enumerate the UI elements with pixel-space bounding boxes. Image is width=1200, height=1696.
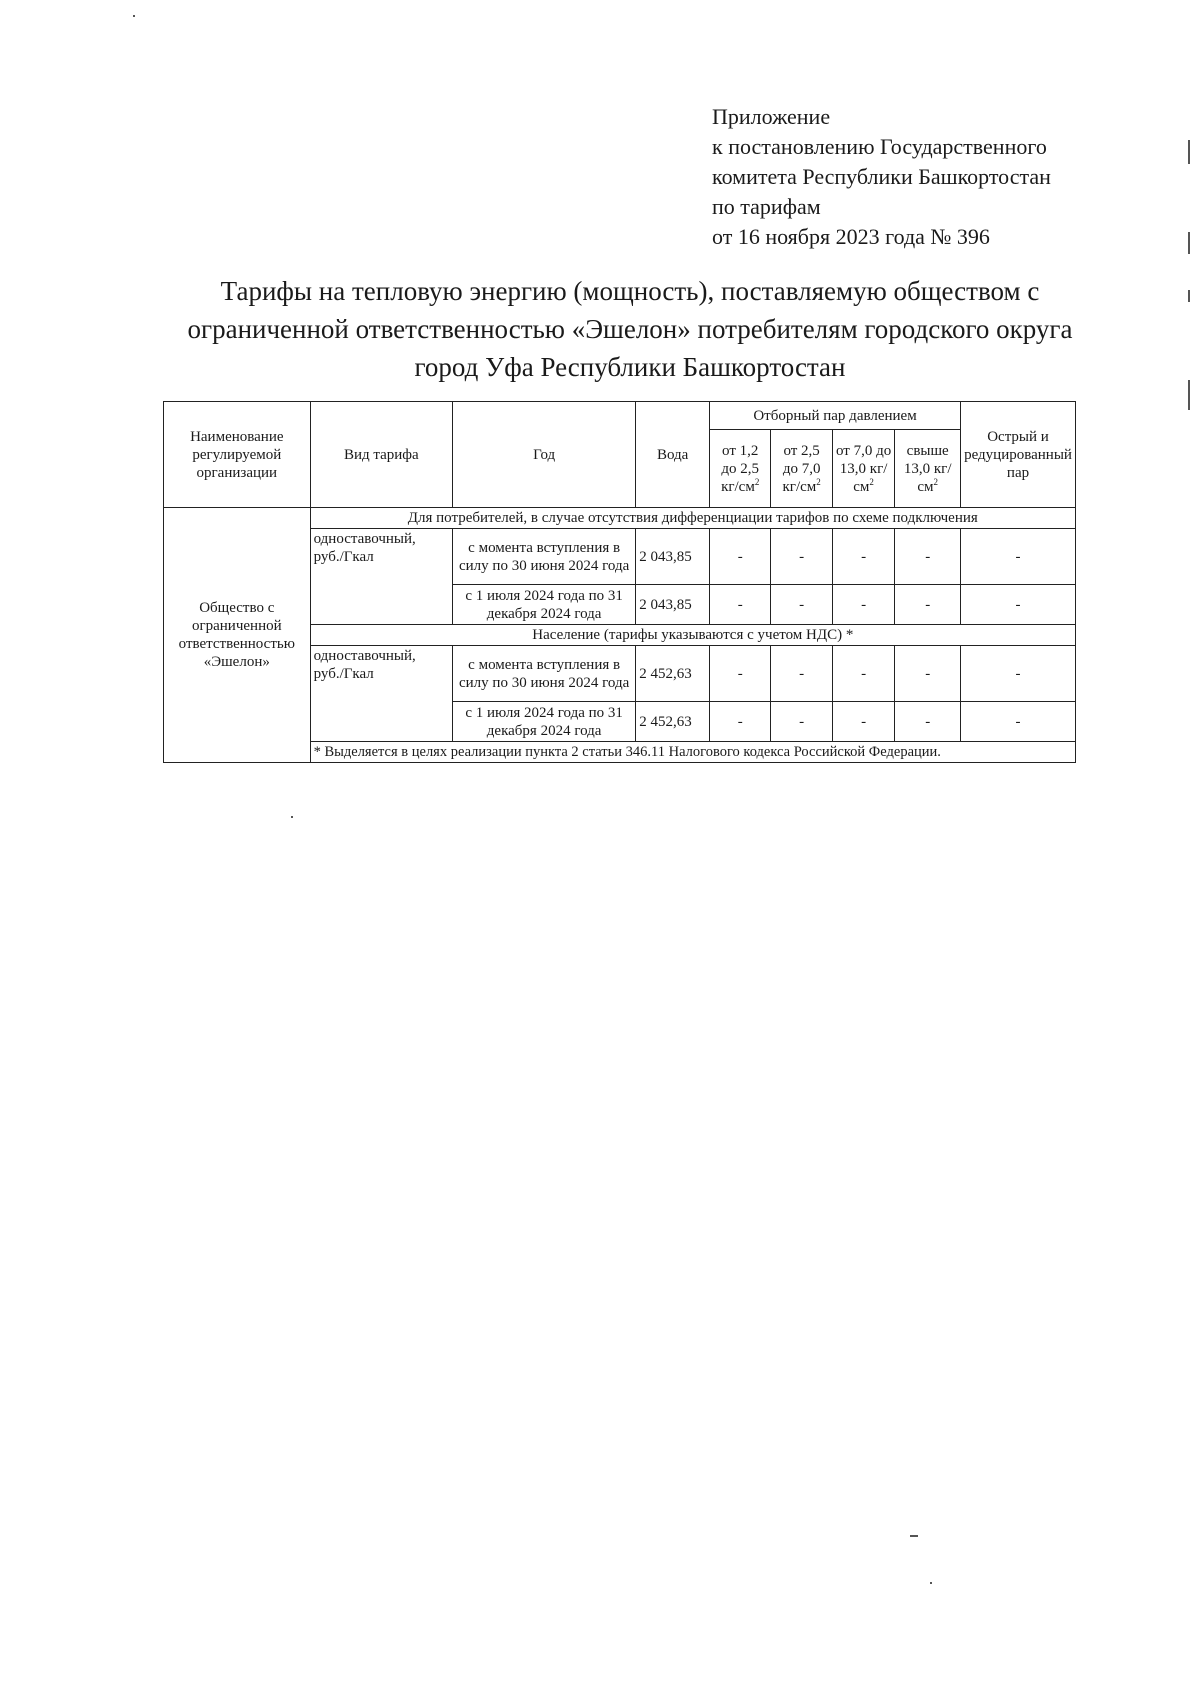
appendix-line: по тарифам [712, 194, 821, 219]
steam-3-value: - [832, 702, 895, 742]
header-sharp-steam: Острый и редуцированный пар [961, 402, 1076, 508]
water-value: 2 043,85 [636, 529, 710, 585]
water-value: 2 452,63 [636, 646, 710, 702]
steam-2-value: - [771, 585, 832, 625]
header-water: Вода [636, 402, 710, 508]
appendix-line: Приложение [712, 104, 831, 129]
steam-4-value: - [895, 529, 961, 585]
scan-speck [133, 15, 135, 17]
water-value: 2 043,85 [636, 585, 710, 625]
scan-mark [1188, 232, 1190, 254]
water-value: 2 452,63 [636, 702, 710, 742]
title-line: город Уфа Республики Башкортостан [414, 352, 846, 382]
sharp-steam-value: - [961, 646, 1076, 702]
period-cell: с 1 июля 2024 года по 31 декабря 2024 года [453, 702, 636, 742]
period-cell: с 1 июля 2024 года по 31 декабря 2024 года [453, 585, 636, 625]
scan-mark [1188, 290, 1190, 302]
scan-mark [1188, 380, 1190, 410]
header-year: Год [453, 402, 636, 508]
header-steam-1: от 1,2 до 2,5 $кг/см^2$ [710, 430, 771, 508]
steam-3-value: - [832, 646, 895, 702]
section-label: Для потребителей, в случае отсутствия дифференциации тарифов по схеме подключения [310, 508, 1075, 529]
steam-1-value: - [710, 646, 771, 702]
period-cell: с момента вступления в силу по 30 июня 2024 года [453, 646, 636, 702]
steam-1-value: - [710, 529, 771, 585]
scan-mark [1188, 140, 1190, 164]
steam-2-value: - [771, 646, 832, 702]
organization-name: Общество с ограниченной ответственностью «Эшелон» [164, 508, 311, 763]
header-steam-group: Отборный пар давлением [710, 402, 961, 430]
title-line: Тарифы на тепловую энергию (мощность), поставляемую обществом с [220, 276, 1040, 306]
steam-3-value: - [832, 529, 895, 585]
tariff-type: одноставочный, руб./Гкал [310, 646, 452, 742]
steam-4-value: - [895, 646, 961, 702]
footnote: * Выделяется в целях реализации пункта 2 статьи 346.11 Налогового кодекса Российской Федерации. [310, 742, 1075, 763]
steam-1-value: - [710, 585, 771, 625]
appendix-line: к постановлению Государственного [712, 134, 1047, 159]
header-steam-4: свыше 13,0 $кг/см^2$ [895, 430, 961, 508]
sharp-steam-value: - [961, 702, 1076, 742]
header-steam-2: от 2,5 до 7,0 $кг/см^2$ [771, 430, 832, 508]
scan-speck [930, 1582, 932, 1584]
header-tariff-type: Вид тарифа [310, 402, 452, 508]
tariff-type: одноставочный, руб./Гкал [310, 529, 452, 625]
sharp-steam-value: - [961, 529, 1076, 585]
scan-speck [910, 1535, 918, 1537]
sharp-steam-value: - [961, 585, 1076, 625]
title-line: ограниченной ответственностью «Эшелон» потребителям городского округа [187, 314, 1073, 344]
steam-4-value: - [895, 585, 961, 625]
header-org: Наименование регулируемой организации [164, 402, 311, 508]
appendix-block [712, 102, 1051, 252]
steam-2-value: - [771, 702, 832, 742]
steam-2-value: - [771, 529, 832, 585]
steam-1-value: - [710, 702, 771, 742]
period-cell: с момента вступления в силу по 30 июня 2024 года [453, 529, 636, 585]
steam-4-value: - [895, 702, 961, 742]
appendix-line: комитета Республики Башкортостан [712, 164, 1051, 189]
scan-speck [291, 816, 293, 818]
header-steam-3: от 7,0 до 13,0 $кг/см^2$ [832, 430, 895, 508]
appendix-line: от 16 ноября 2023 года № 396 [712, 224, 990, 249]
steam-3-value: - [832, 585, 895, 625]
document-title [150, 272, 1110, 386]
tariffs-table [163, 401, 1076, 763]
section-label: Население (тарифы указываются с учетом НДС) * [310, 625, 1075, 646]
